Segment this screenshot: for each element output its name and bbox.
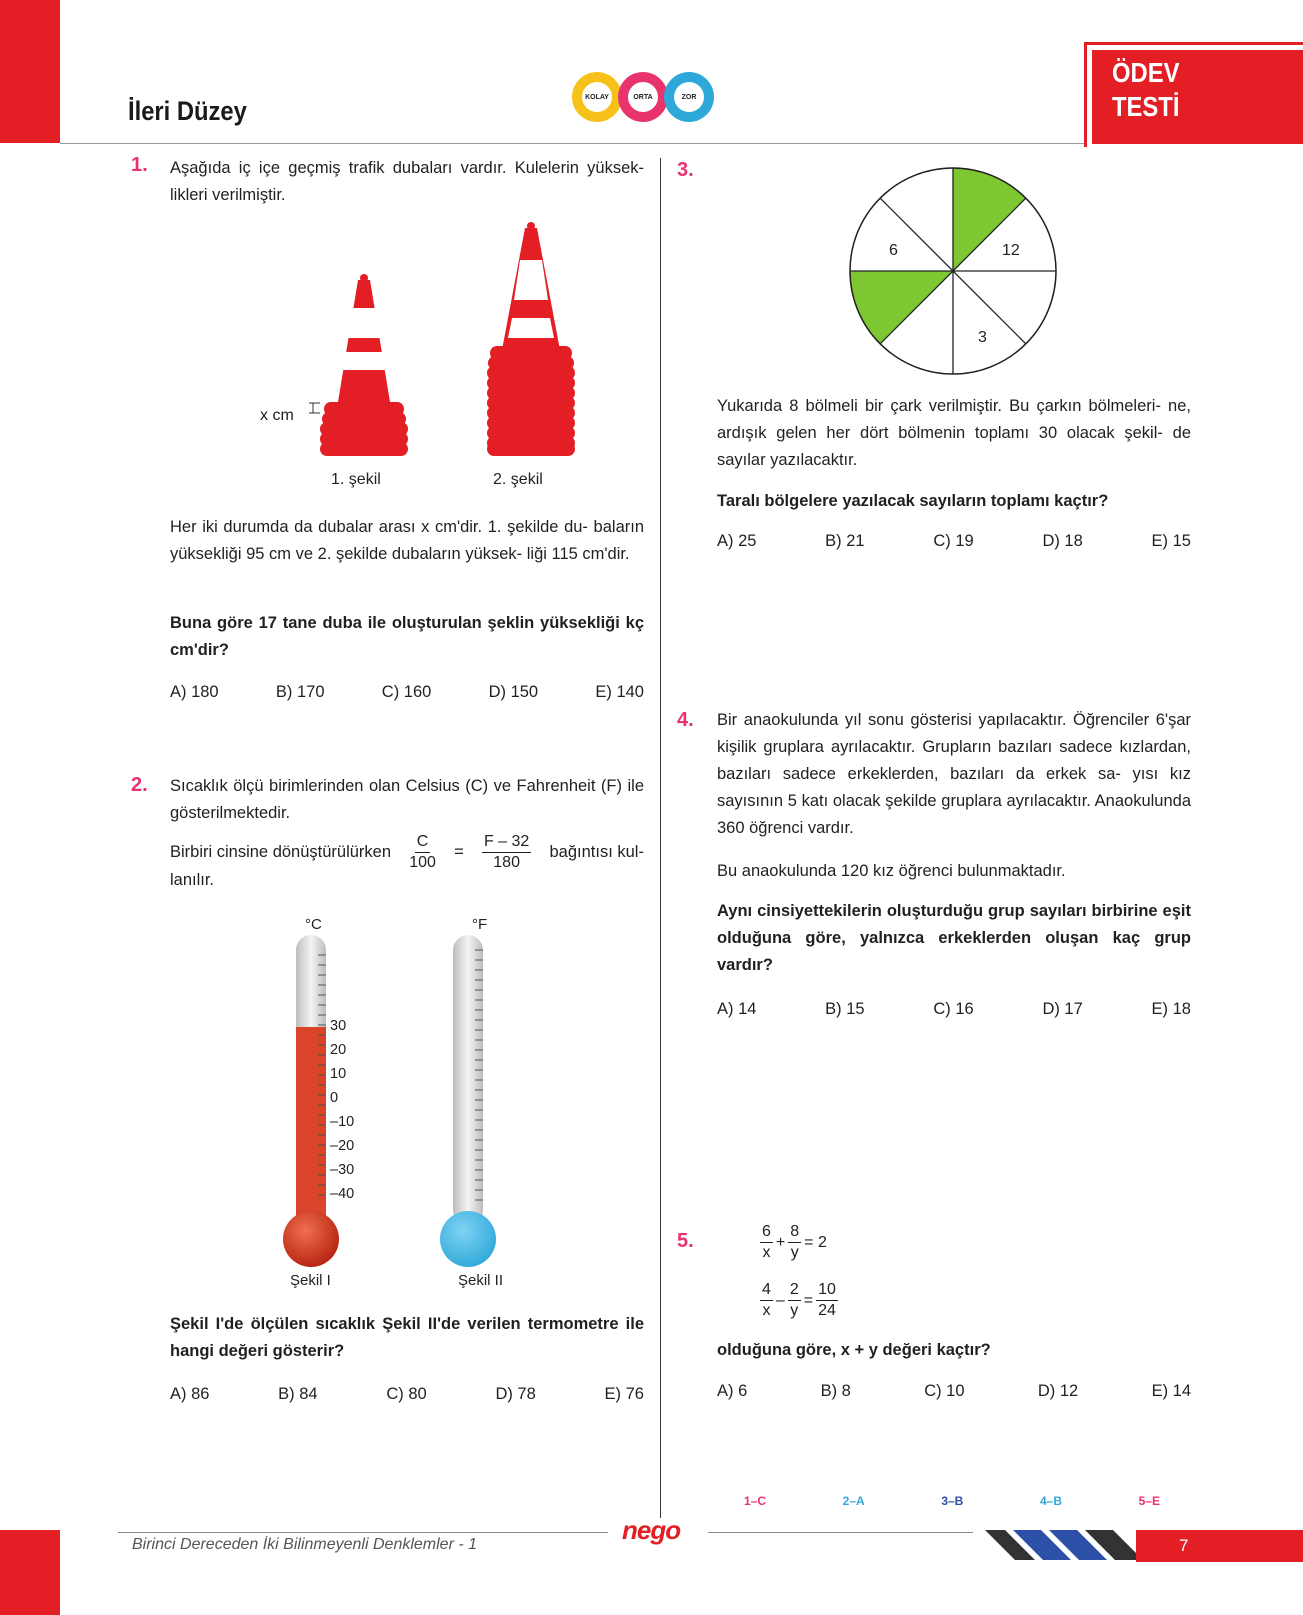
thermometer-c-fill xyxy=(296,1027,326,1227)
page-number: 7 xyxy=(1179,1536,1189,1555)
cone2-tip xyxy=(527,222,535,230)
eq1-frac-a xyxy=(760,1222,773,1263)
q4-option-b[interactable]: B) 15 xyxy=(825,1000,865,1018)
difficulty-hard-label: ZOR xyxy=(674,82,704,112)
thermometer-c-bulb xyxy=(283,1211,339,1267)
q1-number: 1. xyxy=(131,154,148,176)
answer-2: 2–A xyxy=(842,1494,865,1508)
footer-chapter: Birinci Dereceden İki Bilinmeyenli Denklemler - 1 xyxy=(132,1536,478,1553)
q5-option-b[interactable]: B) 8 xyxy=(820,1382,851,1400)
eq2-a-num: 4 xyxy=(760,1280,773,1301)
cone1-base xyxy=(320,442,408,456)
q3-option-a[interactable]: A) 25 xyxy=(717,532,757,550)
q2-option-d[interactable]: D) 78 xyxy=(495,1385,536,1403)
scale-label: –40 xyxy=(330,1186,355,1202)
q2-option-e[interactable]: E) 76 xyxy=(604,1385,644,1403)
q4-option-c[interactable]: C) 16 xyxy=(933,1000,974,1018)
q5-option-d[interactable]: D) 12 xyxy=(1037,1382,1079,1400)
q4-options xyxy=(717,1000,1191,1019)
q4-option-a[interactable]: A) 14 xyxy=(717,1000,757,1018)
q3-option-e[interactable]: E) 15 xyxy=(1151,532,1191,550)
eq2-b-den: y xyxy=(790,1302,799,1319)
scale-label: 30 xyxy=(330,1018,347,1034)
answer-3: 3–B xyxy=(941,1494,964,1508)
q3-wheel xyxy=(848,166,1058,376)
eq2-c-num: 10 xyxy=(816,1280,838,1301)
q2-thermometers xyxy=(270,935,520,1275)
left-red-bar-bottom xyxy=(0,1530,60,1615)
q5-question: olduğuna göre, x + y değeri kaçtır? xyxy=(717,1341,991,1359)
header-rule xyxy=(60,143,1084,144)
q2-option-b[interactable]: B) 84 xyxy=(278,1385,318,1403)
page-title: İleri Düzey xyxy=(128,96,247,126)
q4-question: Aynı cinsiyettekilerin oluşturduğu grup sayıları birbirine eşit olduğuna göre, yalnızca erkeklerden oluşan kaç grup vardır? xyxy=(717,902,1191,974)
q1-option-a[interactable]: A) 180 xyxy=(170,683,219,701)
answer-4: 4–B xyxy=(1039,1494,1062,1508)
q2-number: 2. xyxy=(131,774,148,796)
difficulty-easy xyxy=(572,72,622,122)
q1-question: Buna göre 17 tane duba ile oluşturulan şeklin yüksekliği kç cm'dir? xyxy=(170,614,644,659)
q1-option-c[interactable]: C) 160 xyxy=(381,683,432,701)
eq2-frac-a xyxy=(760,1280,773,1321)
eq1-a-num: 6 xyxy=(760,1222,773,1243)
q2-unit-f: °F xyxy=(472,916,488,933)
cone1-body xyxy=(338,280,390,402)
q1-option-d[interactable]: D) 150 xyxy=(488,683,539,701)
q5-equation-1 xyxy=(757,1222,827,1263)
q5-option-a[interactable]: A) 6 xyxy=(717,1382,748,1400)
q2-unit-c: °C xyxy=(305,916,322,933)
wheel-shaded-sector xyxy=(850,271,953,344)
cone1-stripe xyxy=(348,308,380,338)
q2-question: Şekil I'de ölçülen sıcaklık Şekil II'de verilen termometre ile hangi değeri gösterir? xyxy=(170,1315,644,1360)
answer-1: 1–C xyxy=(744,1494,767,1508)
scale-label: 0 xyxy=(330,1090,339,1106)
eq2-eq: = xyxy=(803,1291,814,1309)
q2-option-a[interactable]: A) 86 xyxy=(170,1385,210,1403)
cone1-tip xyxy=(360,274,368,282)
scale-label: –30 xyxy=(330,1162,355,1178)
q2-option-c[interactable]: C) 80 xyxy=(386,1385,427,1403)
q2-text: Sıcaklık ölçü birimlerinden olan Celsius (C) ve Fahrenheit (F) ile gösterilmektedir. xyxy=(170,777,644,822)
eq2-a-den: x xyxy=(762,1302,771,1319)
wheel-number-6: 6 xyxy=(889,242,898,259)
footer-rule-left xyxy=(118,1532,608,1533)
scale-label: 20 xyxy=(330,1042,347,1058)
scale-label: –10 xyxy=(330,1114,355,1130)
q1-xcm-label: x cm xyxy=(260,407,294,424)
q2-formula-line2: lanılır. xyxy=(170,871,215,889)
homework-badge-text xyxy=(1112,56,1179,124)
q5-options xyxy=(717,1382,1191,1401)
q2-frac-c xyxy=(409,832,436,873)
q2-eq: = xyxy=(454,843,464,861)
q2-options xyxy=(170,1385,644,1404)
eq1-rhs: = 2 xyxy=(804,1233,827,1251)
cone1-stripe xyxy=(342,352,386,370)
thermometer-f-bulb xyxy=(440,1211,496,1267)
q4-text: Bir anaokulunda yıl sonu gösterisi yapılacaktır. Öğrenciler 6'şar kişilik gruplara ayrılacaktır. Grupların bazıları sadece kızlardan, bazıları sadece erkeklerden, bazıları da erkek sa- yısı kız sayısının 5 katı olacak şekilde gruplara ayrılacaktır. Anaokulunda 360 öğrenci vardır. xyxy=(717,711,1191,837)
footer-stripes xyxy=(985,1525,1160,1565)
nego-logo: nego xyxy=(622,1515,681,1545)
q2-frac1-num: C xyxy=(415,832,431,853)
badge-line2: TESTİ xyxy=(1112,91,1180,122)
q5-number: 5. xyxy=(677,1230,694,1252)
q4-option-e[interactable]: E) 18 xyxy=(1151,1000,1191,1018)
left-red-bar-top xyxy=(0,0,60,143)
q2-frac2-den: 180 xyxy=(493,854,520,871)
wheel-number-12: 12 xyxy=(1002,242,1020,259)
q4-text2: Bu anaokulunda 120 kız öğrenci bulunmaktadır. xyxy=(717,862,1066,880)
q2-fig2-caption: Şekil II xyxy=(458,1272,504,1289)
q1-fig1-caption: 1. şekil xyxy=(331,471,381,488)
q2-formula-pre: Birbiri cinsine dönüştürülürken xyxy=(170,843,392,861)
q1-body: Her iki durumda da dubalar arası x cm'dir. 1. şekilde du- baların yüksekliği 95 cm ve 2. şekilde dubaların yüksek- liği 115 cm'dir. xyxy=(170,518,644,563)
q1-figure xyxy=(250,220,590,500)
eq1-op: + xyxy=(775,1233,786,1251)
eq2-c-den: 24 xyxy=(818,1302,836,1319)
eq1-b-num: 8 xyxy=(788,1222,801,1243)
q2-scale xyxy=(330,1014,354,1206)
wheel-number-3: 3 xyxy=(978,329,987,346)
q3-number: 3. xyxy=(677,159,694,181)
q2-frac1-den: 100 xyxy=(409,854,436,871)
scale-label: –20 xyxy=(330,1138,355,1154)
difficulty-hard xyxy=(664,72,714,122)
q2-formula-post: bağıntısı kul- xyxy=(549,843,644,861)
eq1-a-den: x xyxy=(762,1244,771,1261)
column-divider xyxy=(660,158,661,1518)
q4-number: 4. xyxy=(677,709,694,731)
q1-fig2-caption: 2. şekil xyxy=(493,471,543,488)
q5-equation-2 xyxy=(757,1280,841,1321)
q4-option-d[interactable]: D) 17 xyxy=(1042,1000,1083,1018)
q5-option-e[interactable]: E) 14 xyxy=(1151,1382,1191,1400)
eq2-b-num: 2 xyxy=(788,1280,801,1301)
eq2-frac-b xyxy=(788,1280,801,1321)
difficulty-medium-label: ORTA xyxy=(628,82,658,112)
eq2-frac-c xyxy=(816,1280,838,1321)
q1-option-b[interactable]: B) 170 xyxy=(275,683,325,701)
q1-text: Aşağıda iç içe geçmiş trafik dubaları vardır. Kulelerin yüksek- likleri verilmiştir. xyxy=(170,159,644,204)
q3-options xyxy=(717,532,1191,551)
difficulty-medium xyxy=(618,72,668,122)
scale-label: 10 xyxy=(330,1066,347,1082)
footer-rule-right xyxy=(708,1532,973,1533)
badge-line1: ÖDEV xyxy=(1112,57,1180,88)
cone2-stripe xyxy=(508,318,554,338)
q2-fig1-caption: Şekil I xyxy=(290,1272,331,1289)
eq1-frac-b xyxy=(788,1222,801,1263)
eq2-op: – xyxy=(775,1291,785,1309)
q3-option-c[interactable]: C) 19 xyxy=(933,532,974,550)
page-number-box xyxy=(1136,1530,1303,1562)
cone2-base xyxy=(487,442,575,456)
q3-option-d[interactable]: D) 18 xyxy=(1042,532,1083,550)
q2-frac2-num: F – 32 xyxy=(482,832,531,853)
eq1-b-den: y xyxy=(790,1244,799,1261)
q5-option-c[interactable]: C) 10 xyxy=(924,1382,965,1400)
q3-option-b[interactable]: B) 21 xyxy=(825,532,865,550)
q2-frac-f xyxy=(482,832,531,873)
q2-formula xyxy=(170,832,644,873)
q3-text: Yukarıda 8 bölmeli bir çark verilmiştir. Bu çarkın bölmeleri- ne, ardışık gelen her dört bölmenin toplamı 30 olacak şekil- de sayılar yazılacaktır. xyxy=(717,397,1191,469)
difficulty-easy-label: KOLAY xyxy=(582,82,612,112)
answer-key xyxy=(744,1494,1160,1508)
q1-option-e[interactable]: E) 140 xyxy=(595,683,644,701)
q1-options xyxy=(170,683,644,702)
answer-5: 5–E xyxy=(1138,1494,1160,1508)
difficulty-badges xyxy=(572,72,732,128)
q3-question: Taralı bölgelere yazılacak sayıların toplamı kaçtır? xyxy=(717,492,1109,510)
